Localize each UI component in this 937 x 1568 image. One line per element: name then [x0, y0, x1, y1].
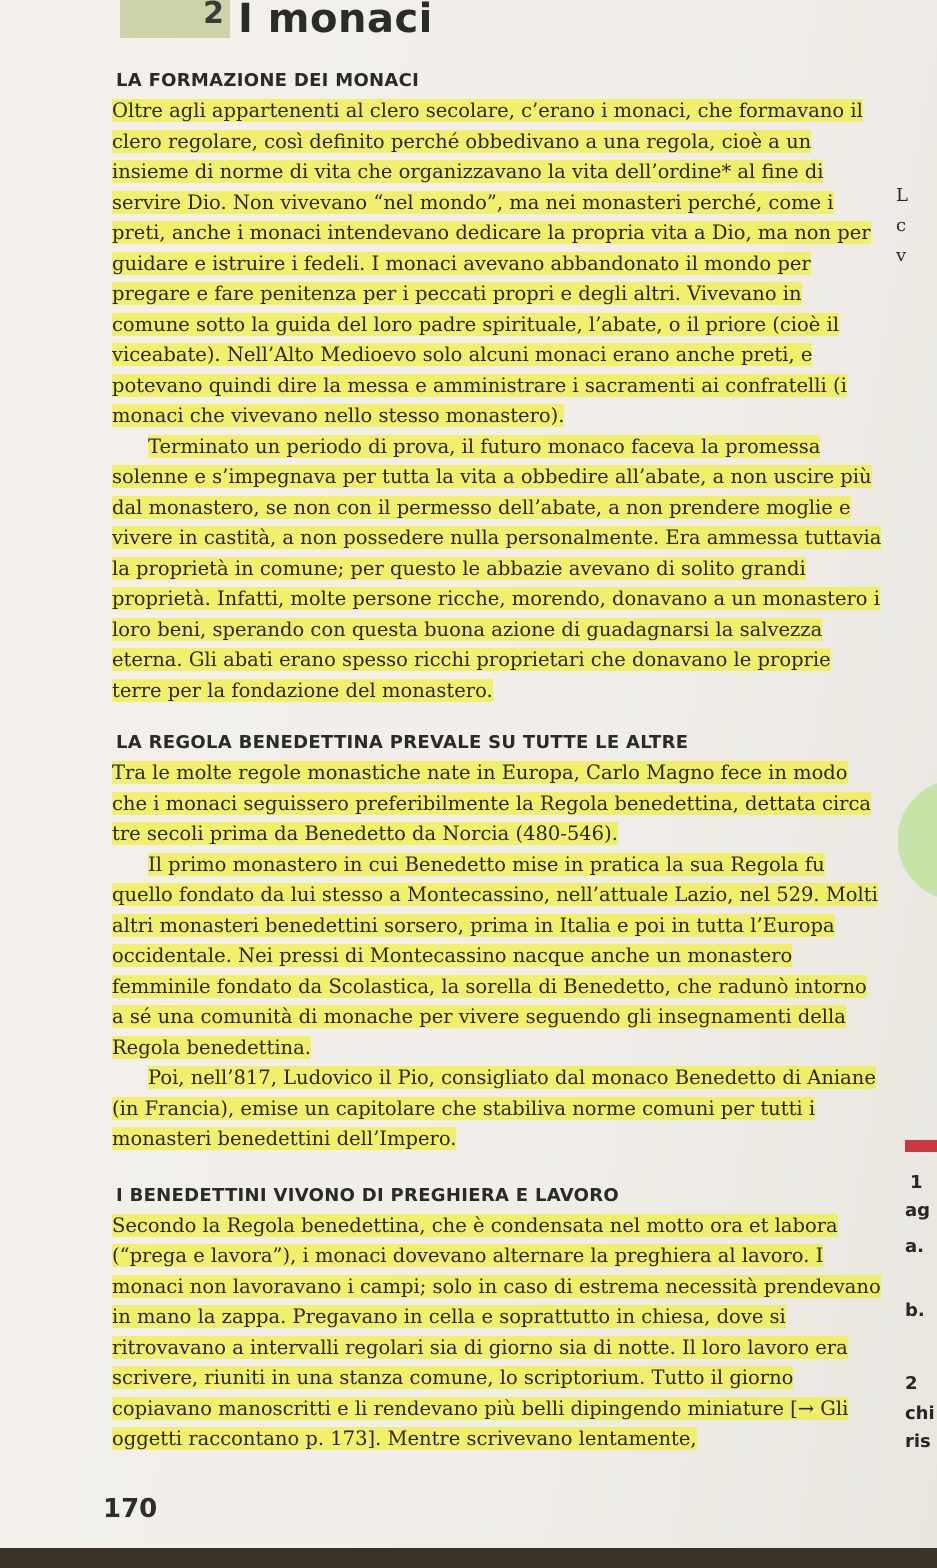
highlighted-text: Poi, nell’817, Ludovico il Pio, consigliato dal monaco Benedetto di Aniane (in Francia), emise un capitolare che stabiliva norme comuni per tutti i monasteri benedettini dell’Impero. — [112, 1066, 876, 1150]
page-title: I monaci — [238, 0, 433, 42]
highlighted-text: Tra le molte regole monastiche nate in Europa, Carlo Magno fece in modo che i monaci seguissero preferibilmente la Regola benedettina, dettata circa tre secoli prima da Benedetto da Norcia (480-546). — [112, 761, 872, 845]
margin-fragment: 1 — [910, 1172, 923, 1193]
section-heading: LA FORMAZIONE DEI MONACI — [116, 70, 420, 91]
margin-fragment: v — [896, 245, 907, 266]
paragraph — [112, 432, 882, 707]
paragraph — [112, 758, 882, 850]
paragraph — [112, 850, 882, 1064]
highlighted-text: Oltre agli appartenenti al clero secolare, c’erano i monaci, che formavano il clero regolare, così definito perché obbedivano a una regola, cioè a un insieme di norme di vita che organizzavano la vita dell’ordine* al fine di servire Dio. Non vivevano “nel mondo”, ma nei monasteri perché, come i preti, anche i monaci intendevano dedicare la propria vita a Dio, ma non per guidare e istruire i fedeli. I monaci avevano abbandonato il mondo per pregare e fare penitenza per i peccati propri e degli altri. Vivevano in comune sotto la guida del loro padre spirituale, l’abate, o il priore (cioè il viceabate). Nell’Alto Medioevo solo alcuni monaci erano anche preti, e potevano quindi dire la messa e amministrare i sacramenti ai confratelli (i monaci che vivevano nello stesso monastero). — [112, 99, 871, 427]
margin-fragment: c — [896, 215, 907, 236]
section-formazione — [112, 70, 882, 706]
margin-fragment: chi — [905, 1403, 935, 1424]
paragraph — [112, 1211, 882, 1455]
margin-fragment: 2 — [905, 1373, 918, 1394]
highlighted-text: Terminato un periodo di prova, il futuro monaco faceva la promessa solenne e s’impegnava per tutta la vita a obbedire all’abate, a non uscire più dal monastero, se non con il permesso dell’abate, a non prendere moglie e vivere in castità, a non possedere nulla personalmente. Era ammessa tuttavia la proprietà in comune; per questo le abbazie avevano di solito grandi proprietà. Infatti, molte persone ricche, morendo, donavano a un monastero i loro beni, sperando con questa buona azione di guadagnarsi la salvezza eterna. Gli abati erano spesso ricchi proprietari che donavano le proprie terre per la fondazione del monastero. — [112, 434, 882, 702]
section-heading: LA REGOLA BENEDETTINA PREVALE SU TUTTE LE ALTRE — [116, 732, 689, 753]
margin-fragment: b. — [905, 1300, 925, 1321]
margin-fragment: L — [896, 185, 908, 206]
margin-fragment: a. — [905, 1236, 924, 1257]
desk-edge — [0, 1548, 937, 1568]
page-number: 170 — [103, 1494, 158, 1524]
main-text — [112, 70, 882, 1455]
paragraph — [112, 1063, 882, 1155]
margin-fragment: ris — [905, 1431, 931, 1452]
section-regola — [112, 732, 882, 1155]
highlighted-text: Il primo monastero in cui Benedetto mise in pratica la sua Regola fu quello fondato da lui stesso a Montecassino, nell’attuale Lazio, nel 529. Molti altri monasteri benedettini sorsero, prima in Italia e poi in tutta l’Europa occidentale. Nei pressi di Montecassino nacque anche un monastero femminile fondato da Scolastica, la sorella di Benedetto, che radunò intorno a sé una comunità di monache per vivere seguendo gli insegnamenti della Regola benedettina. — [112, 852, 878, 1059]
margin-map-fragment — [898, 650, 937, 1030]
chapter-number: 2 — [120, 0, 230, 38]
highlighted-text: Secondo la Regola benedettina, che è condensata nel motto ora et labora (“prega e lavora”), i monaci dovevano alternare la preghiera al lavoro. I monaci non lavoravano i campi; solo in caso di estrema necessità prendevano in mano la zappa. Pregavano in cella e soprattutto in chiesa, dove si ritrovavano a intervalli regolari sia di giorno sia di notte. Il loro lavoro era scrivere, riuniti in una stanza comune, lo scriptorium. Tutto il giorno copiavano manoscritti e li rendevano più belli dipingendo miniature [→ Gli oggetti raccontano p. 173]. Mentre scrivevano lentamente, — [112, 1213, 881, 1450]
section-preghiera-lavoro — [112, 1185, 882, 1455]
section-heading: I BENEDETTINI VIVONO DI PREGHIERA E LAVORO — [116, 1184, 620, 1206]
paragraph — [112, 96, 882, 432]
margin-fragment: ag — [905, 1200, 931, 1221]
margin-red-bar — [905, 1140, 937, 1152]
